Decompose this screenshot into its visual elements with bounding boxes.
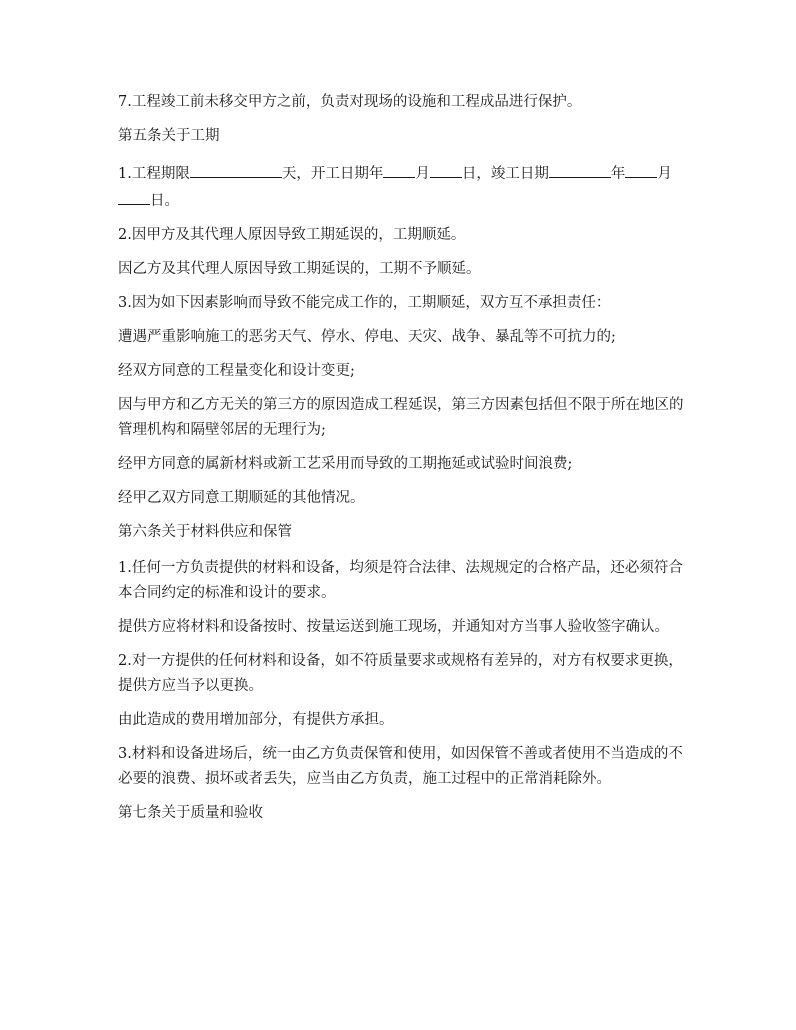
paragraph-1: 7.工程竣工前未移交甲方之前，负责对现场的设施和工程成品进行保护。 bbox=[118, 94, 582, 110]
paragraph-material-quality: 1.任何一方负责提供的材料和设备，均须是符合法律、法规规定的合格产品，还必须符合本合同约定的标准和设计的要求。 bbox=[118, 560, 683, 601]
section-heading-7: 第七条关于质量和验收 bbox=[118, 805, 263, 821]
end-day-blank[interactable] bbox=[118, 187, 150, 205]
paragraph-other: 经甲乙双方同意工期顺延的其他情况。 bbox=[118, 490, 365, 506]
paragraph-design-change: 经双方同意的工程量变化和设计变更; bbox=[118, 363, 355, 379]
section-heading-6: 第六条关于材料供应和保管 bbox=[118, 524, 292, 540]
paragraph-delay-owner: 2.因甲方及其代理人原因导致工期延误的，工期顺延。 bbox=[118, 227, 466, 243]
end-month-blank[interactable] bbox=[625, 160, 657, 178]
paragraph-delay-contractor: 因乙方及其代理人原因导致工期延误的，工期不予顺延。 bbox=[118, 261, 481, 277]
schedule-text-6: 月 bbox=[657, 166, 672, 182]
schedule-text-2: 天，开工日期年 bbox=[281, 166, 384, 182]
paragraph-force-majeure-intro: 3.因为如下因素影响而导致不能完成工作的，工期顺延，双方互不承担责任： bbox=[118, 295, 611, 311]
start-day-blank[interactable] bbox=[430, 160, 462, 178]
schedule-text-5: 年 bbox=[610, 166, 626, 182]
schedule-text-3: 月 bbox=[415, 166, 430, 182]
paragraph-schedule bbox=[118, 160, 686, 214]
paragraph-new-material: 经甲方同意的属新材料或新工艺采用而导致的工期拖延或试验时间浪费; bbox=[118, 456, 573, 472]
schedule-text-4: 日，竣工日期 bbox=[461, 166, 549, 182]
schedule-text-7: 日。 bbox=[150, 193, 179, 209]
paragraph-cost: 由此造成的费用增加部分，有提供方承担。 bbox=[118, 712, 394, 728]
days-blank[interactable] bbox=[190, 160, 282, 178]
end-year-blank[interactable] bbox=[549, 160, 611, 178]
schedule-text-1: 1.工程期限 bbox=[118, 166, 190, 182]
paragraph-material-delivery: 提供方应将材料和设备按时、按量运送到施工现场，并通知对方当事人验收签字确认。 bbox=[118, 619, 669, 635]
document-body bbox=[118, 90, 686, 837]
paragraph-material-replace: 2.对一方提供的任何材料和设备，如不符质量要求或规格有差异的，对方有权要求更换，提供方应当予以更换。 bbox=[118, 653, 683, 694]
paragraph-weather: 遭遇严重影响施工的恶劣天气、停水、停电、天灾、战争、暴乱等不可抗力的; bbox=[118, 329, 616, 345]
start-month-blank[interactable] bbox=[383, 160, 415, 178]
paragraph-third-party: 因与甲方和乙方无关的第三方的原因造成工程延误，第三方因素包括但不限于所在地区的管理机构和隔壁邻居的无理行为; bbox=[118, 397, 684, 438]
paragraph-storage: 3.材料和设备进场后，统一由乙方负责保管和使用，如因保管不善或者使用不当造成的不必要的浪费、损坏或者丢失，应当由乙方负责，施工过程中的正常消耗除外。 bbox=[118, 746, 683, 787]
section-heading-5: 第五条关于工期 bbox=[118, 128, 220, 144]
